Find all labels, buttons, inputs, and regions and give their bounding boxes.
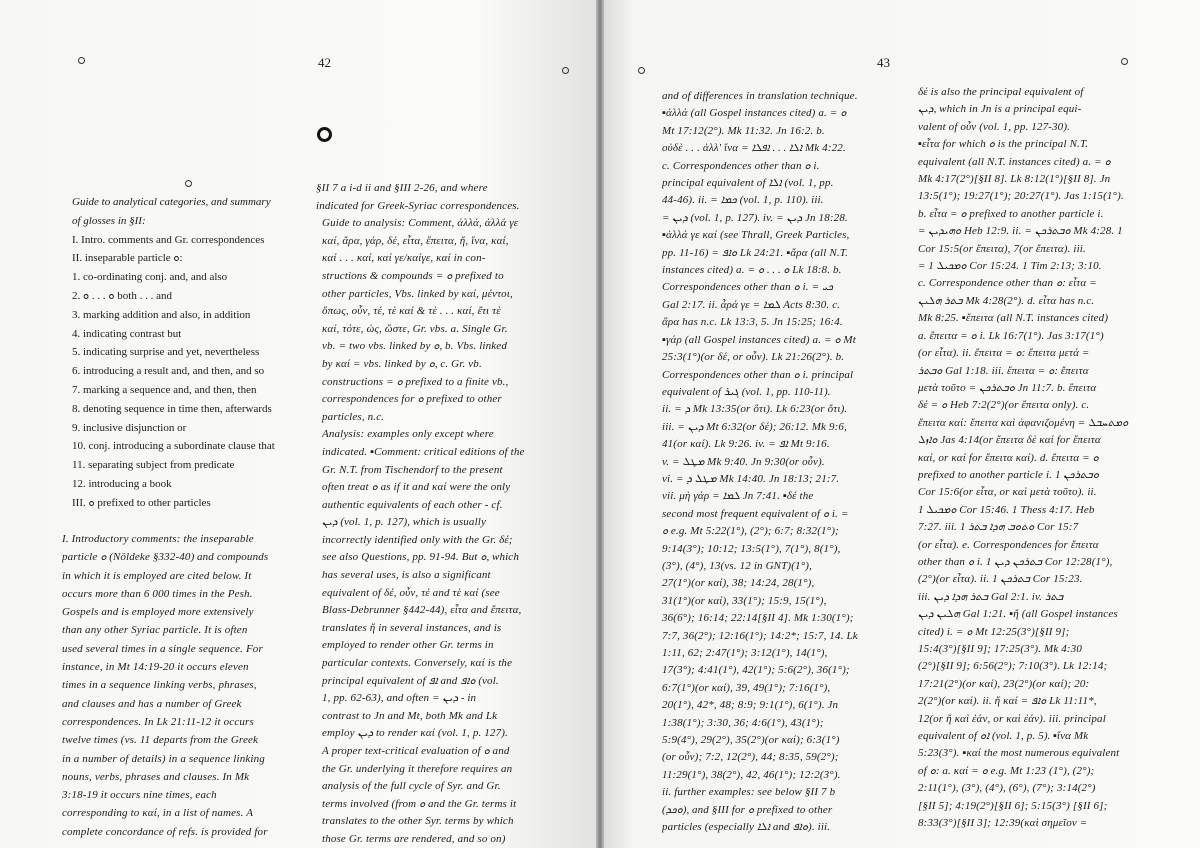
- text-line: prefixed to another particle i. ܘܒܬܪܟܢ 1: [918, 468, 1099, 481]
- text-line: vii. μὴ γάρ = ܠܡܐ Jn 7:41. ▪δέ the: [662, 490, 814, 503]
- text-line: equivalent of ܓܝܪ (vol. 1, pp. 110-11).: [662, 385, 831, 398]
- text-line: ▪εἶτα for which ܘ is the principal N.T.: [918, 138, 1089, 151]
- text-line: (or εἶτα). e. Correspondences for ἔπειτα: [918, 538, 1099, 551]
- text-line: in which it is employed are cited below. It: [62, 569, 252, 582]
- guide-item: 12. introducing a book: [72, 477, 172, 490]
- text-line: pp. 11-16) = ܘܐܦ Lk 24:21. ▪ἄρα (all N.T.: [662, 246, 849, 259]
- text-line: (2°)[§II 9]; 6:56(2°); 7:10(3°). Lk 12:14;: [918, 660, 1108, 673]
- text-line: other than ܘ i. ܒܬܪܟܢ ܕܝܢ 1 Cor 12:28(1°),: [918, 555, 1113, 568]
- text-line: §II 7 a i-d ii and §III 2-26, and where: [316, 182, 488, 194]
- text-line: Gr. N.T. from Tischendorf to the present: [322, 463, 503, 476]
- punch-mark: [1121, 58, 1128, 65]
- text-line: c. Correspondence other than ܘ: εἶτα =: [918, 277, 1097, 290]
- text-line: those Gr. terms are rendered, and so on): [322, 832, 506, 845]
- text-line: 11:29(1°), 38(2°), 42, 46(1°); 12:2(3°).: [662, 768, 841, 781]
- text-line: ܘ e.g. Mt 5:22(1°), (2°); 6:7; 8:32(1°);: [662, 525, 839, 538]
- text-line: constructions = ܘ prefixed to a finite vb.,: [322, 375, 509, 388]
- text-line: ܗܠܝܢ ܕܝܢ Gal 1:21. ▪ἤ (all Gospel instances: [918, 608, 1118, 621]
- text-line: 13:5(1°); 19:27(1°); 20:27(1°). Jas 1:15(1°).: [918, 190, 1124, 203]
- text-line: [§II 5]; 4:19(2°)[§II 6]; 5:15(3°) [§II 6];: [918, 799, 1108, 812]
- text-line: complete concordance of refs. is provided for: [62, 825, 268, 838]
- text-line: principal equivalent of ܐܦ and ܘܐܦ (vol.: [322, 674, 499, 687]
- guide-item: I. Intro. comments and Gr. correspondences: [72, 233, 265, 246]
- guide-item: 4. indicating contrast but: [72, 327, 182, 340]
- text-line: twelve times (vs. 11 departs from the Greek: [62, 734, 259, 747]
- guide-item: II. inseparable particle ܘ:: [72, 252, 183, 265]
- text-line: translates ἤ in several instances, and is: [322, 621, 502, 634]
- text-line: I. Introductory comments: the inseparable: [62, 533, 254, 545]
- text-line: 41(or καί). Lk 9:26. iv. = ܐܦ Mt 9:16.: [662, 438, 830, 451]
- text-line: 6:7(1°)(or καί), 39, 49(1°); 7:16(1°),: [662, 681, 831, 694]
- text-line: (3°), (4°), 13(vs. 12 in GNT)(1°),: [662, 559, 812, 572]
- right-page: [604, 0, 1200, 848]
- text-line: particles, n.c.: [322, 410, 385, 423]
- text-line: times in a sequence linking verbs, phrases,: [62, 679, 257, 692]
- text-line: ܘܒܬܪ Gal 1:18. iii. ἔπειτα = ܘ: ἔπειτα: [918, 364, 1089, 377]
- punch-mark: [78, 57, 85, 64]
- text-line: other particles, Vbs. linked by καί, μέντοι,: [322, 287, 513, 300]
- text-line: vb. = two vbs. linked by ܘ, b. Vbs. linked: [322, 340, 507, 353]
- intro-paragraph: [62, 530, 300, 841]
- text-line: a. ἔπειτα = ܘ i. Lk 16:7(1°). Jas 3:17(1°): [918, 329, 1104, 342]
- analysis-column: [316, 180, 566, 848]
- text-line: μετὰ τοῦτο = ܘܒܬܪܟܢ Jn 11:7. b. ἔπειτα: [918, 381, 1097, 394]
- guide-title-line: Guide to analytical categories, and summary: [72, 196, 271, 208]
- text-line: ▪ἀλλά (all Gospel instances cited) a. = ܘ: [662, 107, 847, 120]
- text-line: καί . . . καί, καί γε/καίγε, καί in con-: [322, 252, 486, 265]
- text-line: employ ܕܝܢ to render καί (vol. 1, p. 127).: [322, 727, 508, 740]
- text-line: 25:3(1°)(or δέ, or οὖν). Lk 21:26(2°). b.: [662, 351, 845, 364]
- text-line: δέ is also the principal equivalent of: [918, 86, 1084, 98]
- page-number: 42: [318, 55, 331, 70]
- text-line: structions & compounds = ܘ prefixed to: [322, 269, 504, 282]
- text-line: in a number of details) in a sequence linking: [62, 752, 265, 765]
- text-line: 9:14(3°); 10:12; 13:5(1°), 7(1°), 8(1°),: [662, 542, 841, 555]
- text-line: correspondences. In Lk 21:11-12 it occurs: [62, 715, 254, 728]
- text-line: second most frequent equivalent of ܘ i. =: [662, 507, 849, 520]
- punch-mark: [638, 67, 645, 74]
- text-line: ii. further examples: see below §II 7 b: [662, 786, 836, 799]
- guide-item: 3. marking addition and also, in addition: [72, 308, 251, 321]
- text-line: ܘܡܟܝܠ 1 Cor 15:46. 1 Thess 4:17. Heb: [918, 503, 1095, 516]
- guide-item: III. ܘ prefixed to other particles: [72, 496, 211, 509]
- text-line: terms involved (from ܘ and the Gr. terms it: [322, 797, 517, 810]
- right-column-2: [918, 84, 1170, 832]
- text-line: b. εἶτα = ܘ prefixed to another particle i.: [918, 207, 1104, 220]
- text-line: employed to render other Gr. terms in: [322, 639, 494, 652]
- text-line: instances cited) a. = ܘ . . . ܘ Lk 18:8. b.: [662, 264, 842, 277]
- text-line: analysis of the full cycle of Syr. and Gr.: [322, 780, 501, 793]
- text-line: ▪ἀλλά γε καί (see Thrall, Greek Particles,: [662, 229, 850, 242]
- text-line: indicated. ▪Comment: critical editions of the: [322, 445, 525, 458]
- text-line: the Gr. underlying it therefore requires an: [322, 762, 513, 775]
- text-line: = ܕܝܢ (vol. 1, p. 127). iv. = ܕܝܢ Jn 18:28.: [662, 211, 848, 224]
- text-line: translates to the other Syr. terms by which: [322, 815, 514, 828]
- text-line: (2°)(or εἶτα). ii. ܒܬܪܟܢ 1 Cor 15:23.: [918, 573, 1083, 586]
- text-line: particle ܘ (Nöldeke §332-40) and compounds: [62, 551, 269, 564]
- text-line: valent of οὖν (vol. 1, pp. 127-30).: [918, 120, 1071, 133]
- text-line: occurs more than 6 000 times in the Pesh.: [62, 587, 253, 600]
- text-line: Mt 17:12(2°). Mk 11:32. Jn 16:2. b.: [662, 124, 825, 137]
- text-line: 36(6°); 16:14; 22:14[§II 4]. Mk 1:30(1°);: [662, 612, 854, 625]
- text-line: see also Questions, pp. 91-94. But ܘ, which: [322, 551, 519, 564]
- text-line: Cor 15:5(or ἔπειτα), 7(or ἔπειτα). iii.: [918, 242, 1086, 255]
- text-line: and clauses and has a number of Greek: [62, 697, 242, 710]
- text-line: 5:9(4°), 29(2°), 35(2°)(or καί); 6:3(1°): [662, 734, 840, 747]
- text-line: Mk 8:25. ▪ἔπειτα (all N.T. instances cited): [918, 312, 1109, 325]
- text-line: = ܘܡܟܝܠ 1 Cor 15:24. 1 Tim 2:13; 3:10.: [918, 260, 1102, 273]
- text-line: ▪γάρ (all Gospel instances cited) a. = ܘ Mt: [662, 333, 856, 346]
- text-line: often treat ܘ as if it and καί were the only: [322, 481, 511, 494]
- text-line: 15:4(3°)[§II 9]; 17:25(3°). Mk 4:30: [918, 643, 1083, 655]
- text-line: Cor 15:6(or εἶτα, or καὶ μετὰ τοῦτο). ii.: [918, 486, 1097, 499]
- text-line: particles (especially ܐܠܐ and ܘܐܦ). iii.: [662, 821, 831, 834]
- text-line: equivalent of δέ, οὖν, τέ and τὲ καί (see: [322, 586, 500, 599]
- text-line: καί, or καί for ἔπειτα καί). d. ἔπειτα = ܘ: [918, 451, 1099, 464]
- guide-item: 5. indicating surprise and yet, nevertheless: [72, 346, 260, 359]
- punch-mark: [562, 67, 569, 74]
- text-line: authentic equivalents of each other - cf.: [322, 498, 503, 511]
- text-line: incorrectly identified only with the Gr. δέ;: [322, 533, 513, 546]
- text-line: ὅπως, οὖν, τέ, τὲ καί & τὲ . . . καί, ἔτι τὲ: [322, 305, 501, 318]
- text-line: ܒܬܪ ܗܠܝܢ Mk 4:28(2°). d. εἶτα has n.c.: [918, 294, 1095, 307]
- text-line: has several uses, is also a significant: [322, 569, 491, 582]
- right-column-1: [662, 88, 910, 836]
- text-line: ἄρα has n.c. Lk 13:3, 5. Jn 15:25; 16:4.: [662, 316, 843, 329]
- text-line: iii. = ܕܝܢ Mt 6:32(or δέ); 26:12. Mk 9:6,: [662, 420, 847, 433]
- guide-title-line: of glosses in §II:: [72, 214, 146, 227]
- guide-item: 8. denoting sequence in time then, afterwards: [72, 402, 272, 415]
- book-gutter: [596, 0, 604, 848]
- text-line: καί, τότε, ὡς, ὥστε, Gr. vbs. a. Single Gr.: [322, 322, 508, 335]
- text-line: 44-46). ii. = ܟܡܐ (vol. 1, p. 110). iii.: [662, 194, 824, 207]
- text-line: οὐδὲ . . . ἀλλ' ἵνα = ܐܠܐ . . . ܐܦܠܐ Mk 4:22.: [662, 142, 846, 155]
- guide-item: 2. ܘ . . . ܘ both . . . and: [72, 289, 172, 302]
- text-line: 7:7, 36(2°); 12:16(1°); 14:2*; 15:7, 14. Lk: [662, 629, 858, 642]
- text-line: A proper text-critical evaluation of ܘ and: [322, 745, 510, 757]
- text-line: 31(1°)(or καί), 33(1°); 15:9, 15(1°),: [662, 594, 827, 607]
- guide-block: [72, 193, 307, 513]
- text-line: = ܘܗܝܕܝܢ Heb 12:9. ii. = ܘܒܬܪܟܢ Mk 4:28. 1: [918, 225, 1123, 238]
- text-line: Gal 2:17. ii. ἆρά γε = ܠܡܐ Acts 8:30. c.: [662, 298, 841, 311]
- text-line: Gospels and is employed more extensively: [62, 606, 254, 619]
- text-line: 2(2°)(or καί). ii. ἤ καί = ܘܐܦ Lk 11:11*,: [918, 695, 1097, 708]
- text-line: 27(1°)(or καί), 38; 14:24, 28(1°),: [662, 577, 815, 590]
- guide-item: 7. marking a sequence and, and then, then: [72, 383, 257, 396]
- text-line: ܘܐܙܠ Jas 4:14(or ἔπειτα δὲ καί for ἔπειτα: [918, 434, 1101, 447]
- text-line: 17:21(2°)(or καί), 23(2°)(or καί); 20:: [918, 677, 1090, 690]
- guide-item: 9. inclusive disjunction or: [72, 421, 187, 434]
- text-line: Guide to analysis: Comment, ἀλλά, ἀλλά γε: [322, 217, 519, 230]
- text-line: cited) i. = ܘ Mt 12:25(3°)[§II 9];: [918, 625, 1070, 638]
- text-line: ἔπειτα καί: ἔπειτα καὶ ἀφανιζομένη = ܘܡܬܚܒܠ: [918, 416, 1129, 429]
- text-line: v. = ܡܛܠ Mk 9:40. Jn 9:30(or οὖν).: [662, 455, 825, 468]
- text-line: 8:33(3°)[§II 3]; 12:39(καὶ σημεῖον =: [918, 817, 1088, 830]
- text-line: and of differences in translation technique.: [662, 90, 858, 102]
- text-line: Mk 4:17(2°)[§II 8]. Lk 8:12(1°)[§II 8]. Jn: [918, 173, 1111, 186]
- text-line: iii. ܒܬܪ ܗܕܐ ܕܝܢ Gal 2:1. iv. ܒܬܪ: [918, 590, 1064, 603]
- text-line: nouns, verbs, phrases and clauses. In Mk: [62, 770, 250, 783]
- text-line: equivalent (all N.T. instances cited) a. = ܘ: [918, 155, 1111, 168]
- text-line: than any other Syriac particle. It is often: [62, 624, 248, 637]
- page-number: 43: [877, 55, 890, 70]
- text-line: instance, in Mt 14:19-20 it occurs eleven: [62, 661, 249, 674]
- text-line: δέ = ܘ Heb 7:2(2°)(or ἔπειτα only). c.: [918, 399, 1090, 412]
- text-line: 2:11(1°), (3°), (4°), (6°), (7°); 3:14(2°): [918, 782, 1096, 795]
- guide-item: 6. introducing a result and, and then, and so: [72, 365, 265, 378]
- text-line: ܕܝܢ, which in Jn is a principal equi-: [918, 103, 1082, 116]
- text-line: ii. = ܕ Mk 13:35(or ὅτι). Lk 6:23(or ὅτι).: [662, 403, 848, 416]
- text-line: vi. = ܡܛܠ ܕ Mk 14:40. Jn 18:13; 21:7.: [662, 472, 840, 485]
- text-line: 20(1°), 42*, 48; 8:9; 9:1(1°), 6(1°). Jn: [662, 699, 839, 712]
- guide-item: 10. conj. introducing a subordinate clause that: [72, 440, 275, 453]
- text-line: c. Correspondences other than ܘ i.: [662, 159, 820, 172]
- text-line: Blass-Debrunner §442-44), εἶτα and ἔπειτα,: [322, 604, 522, 617]
- text-line: principal equivalent of ܐܠܐ (vol. 1, pp.: [662, 177, 834, 190]
- heading-mark: [185, 180, 192, 187]
- text-line: corresponding to καί, in a list of names. A: [62, 807, 254, 820]
- text-line: Correspondences other than ܘ i. = ܟܝ: [662, 281, 834, 294]
- text-line: 7:27. iii. ܘܬܘܒ ܗܕܐ ܒܬܪ 1 Cor 15:7: [918, 521, 1079, 534]
- text-line: 1, pp. 62-63), and often = ܕܝܢ - in: [322, 692, 477, 705]
- guide-item: 11. separating subject from predicate: [72, 459, 235, 472]
- text-line: 17(3°); 4:41(1°), 42(1°); 5:6(2°), 36(1°);: [662, 664, 850, 677]
- text-line: used several times in a single sequence. For: [62, 642, 263, 655]
- text-line: ܕܝܢ (vol. 1, p. 127), which is usually: [322, 516, 487, 529]
- text-line: contrast to Jn and Mt, both Mk and Lk: [322, 709, 498, 722]
- left-page: [0, 0, 596, 848]
- text-line: by καί = vbs. linked by ܘ, c. Gr. vb.: [322, 357, 482, 370]
- text-line: (or οὖν); 7:2, 12(2°), 44; 8:35, 59(2°);: [662, 751, 839, 764]
- text-line: of ܘ: a. καί = ܘ e.g. Mt 1:23 (1°), (2°);: [918, 764, 1095, 777]
- text-line: indicated for Greek-Syriac correspondences.: [316, 199, 520, 212]
- text-line: 3:18-19 it occurs nine times, each: [62, 789, 217, 802]
- text-line: 1:38(1°); 3:30, 36; 4:6(1°), 43(1°);: [662, 716, 824, 729]
- section-mark: [317, 127, 332, 142]
- text-line: particular contexts. Conversely, καί is the: [322, 657, 513, 670]
- text-line: (ܘܟܕ), and §III for ܘ prefixed to other: [662, 803, 833, 816]
- text-line: 1:11, 62; 2:47(1°); 3:12(1°), 14(1°),: [662, 647, 828, 659]
- text-line: correspondences for ܘ prefixed to other: [322, 393, 502, 406]
- text-line: καί, ἄρα, γάρ, δέ, εἶτα, ἔπειτα, ἤ, ἵνα, καί,: [322, 234, 509, 247]
- guide-item: 1. co-ordinating conj. and, and also: [72, 271, 228, 284]
- text-line: Analysis: examples only except where: [322, 428, 494, 441]
- text-line: equivalent of ܐܘ (vol. 1, p. 5). ▪ἵνα Mk: [918, 730, 1089, 743]
- text-line: (or εἶτα). ii. ἔπειτα = ܘ: ἔπειτα μετά =: [918, 347, 1090, 360]
- text-line: Correspondences other than ܘ i. principal: [662, 368, 854, 381]
- text-line: 5:23(3°). ▪καί the most numerous equivalent: [918, 747, 1120, 760]
- text-line: 12(or ἤ καὶ ἐάν, or καὶ ἐάν). iii. principal: [918, 712, 1106, 725]
